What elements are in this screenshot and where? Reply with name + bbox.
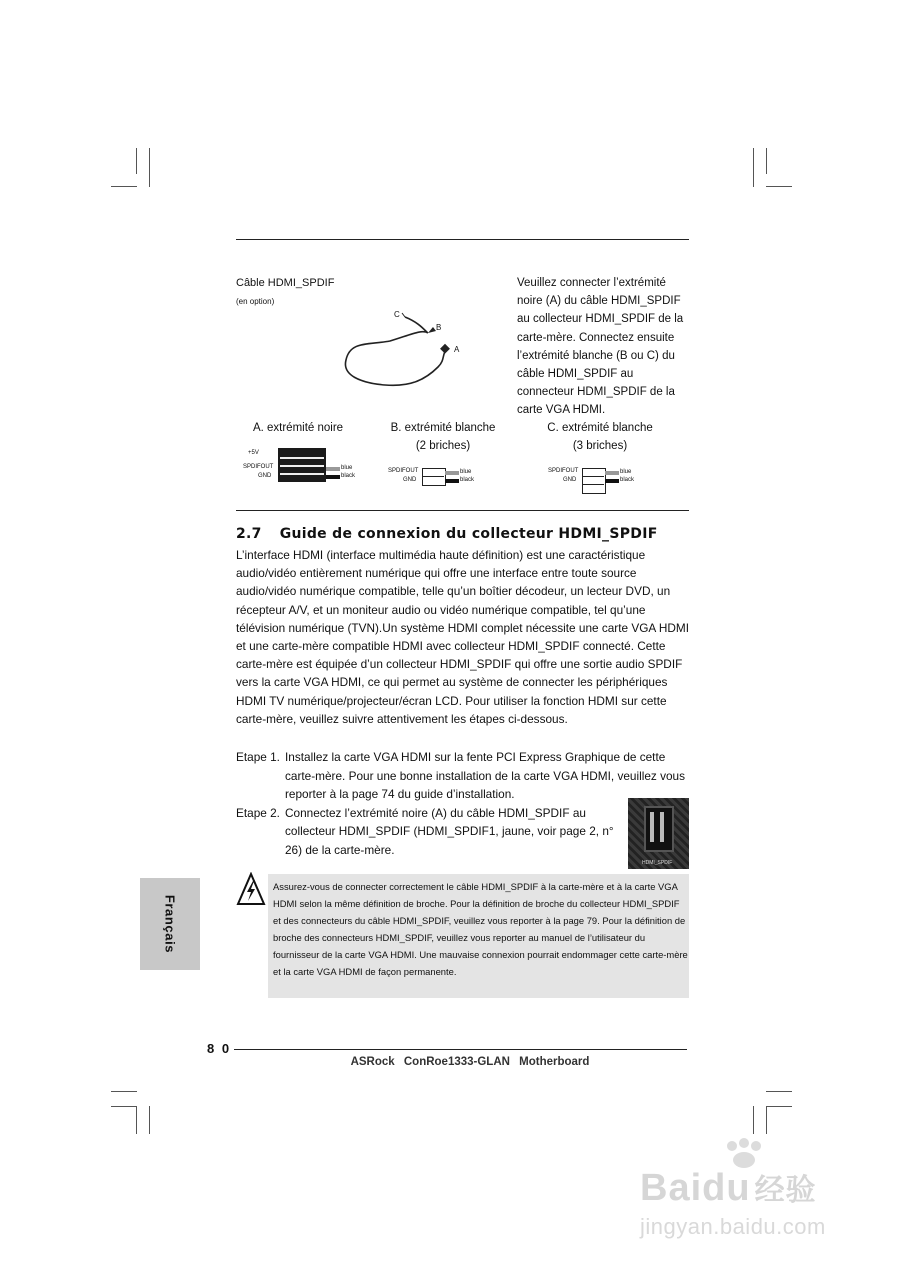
footer bbox=[300, 1056, 640, 1068]
footer-rule bbox=[234, 1049, 687, 1050]
footer-type: Motherboard bbox=[519, 1056, 590, 1068]
crop-mark bbox=[766, 1106, 792, 1107]
crop-mark bbox=[136, 1106, 137, 1134]
step-2-label: Etape 2. bbox=[236, 805, 280, 820]
crop-mark bbox=[753, 148, 754, 187]
language-tab-label: Français bbox=[162, 894, 178, 954]
crop-mark bbox=[111, 1106, 137, 1107]
step-1-label: Etape 1. bbox=[236, 750, 280, 764]
crop-mark bbox=[149, 148, 150, 187]
crop-mark bbox=[111, 1091, 137, 1092]
crop-mark bbox=[766, 148, 767, 174]
footer-brand: ASRock bbox=[350, 1056, 395, 1068]
pin-diagram-a: +5V SPDIFOUT GND blue black bbox=[240, 448, 370, 488]
step-1 bbox=[236, 748, 686, 804]
section-heading bbox=[236, 526, 658, 542]
section-paragraph bbox=[236, 546, 692, 728]
step-2-text: Connectez l’extrémité noire (A) du câble HDMI_SPDIF au collecteur HDMI_SPDIF (HDMI_SPDIF1, jaune, voir page 2, n° 26) de la carte-mère. bbox=[285, 805, 614, 857]
watermark-logo-cn: 经验 bbox=[754, 1174, 817, 1207]
point-a-label: A bbox=[454, 345, 460, 354]
end-b-label: B. extrémité blanche bbox=[390, 422, 496, 434]
point-c-label: C bbox=[394, 310, 400, 319]
pin-diagram-c: SPDIFOUT GND blue black bbox=[548, 466, 648, 496]
point-b-label: B bbox=[436, 323, 442, 332]
crop-mark bbox=[766, 1091, 792, 1092]
crop-mark bbox=[111, 186, 137, 187]
crop-mark bbox=[753, 1106, 754, 1134]
watermark-url: jingyan.baidu.com bbox=[640, 1214, 826, 1239]
section-title: Guide de connexion du collecteur HDMI_SPDIF bbox=[279, 526, 658, 542]
warning-icon bbox=[236, 872, 266, 908]
end-c-label: C. extrémité blanche bbox=[547, 422, 653, 434]
end-b-sublabel: (2 briches) bbox=[415, 440, 471, 452]
cable-title: Câble HDMI_SPDIF bbox=[236, 277, 335, 289]
steps-list bbox=[236, 748, 686, 859]
connection-instructions: Veuillez connecter l’extrémité noire (A) du câble HDMI_SPDIF au collecteur HDMI_SPDIF de la carte-mère. Connectez ensuite l’extrémité blanche (B ou C) du câble HDMI_SPDIF au connecteur HDMI_SPDIF de la carte VGA HDMI. bbox=[517, 277, 684, 417]
step-2 bbox=[236, 804, 626, 860]
section-number: 2.7 bbox=[236, 526, 262, 542]
top-rule bbox=[236, 239, 689, 240]
pin-diagram-b: SPDIFOUT GND blue black bbox=[388, 466, 488, 488]
cable-subtitle: (en option) bbox=[236, 297, 275, 306]
crop-mark bbox=[149, 1106, 150, 1134]
photo-caption: HDMI_SPDIF bbox=[642, 860, 673, 866]
crop-mark bbox=[766, 1106, 767, 1134]
end-a-label: A. extrémité noire bbox=[252, 422, 344, 434]
step-1-text: Installez la carte VGA HDMI sur la fente PCI Express Graphique de cette carte-mère. Pour une bonne installation de la carte VGA HDMI, veuillez vous reporter à la page 74 du guide d’installation. bbox=[285, 750, 685, 801]
footer-model: ConRoe1333-GLAN bbox=[403, 1056, 510, 1068]
crop-mark bbox=[136, 148, 137, 174]
watermark-logo-text: Baidu bbox=[640, 1167, 751, 1209]
warning-text: Assurez-vous de connecter correctement le câble HDMI_SPDIF à la carte-mère et à la carte VGA HDMI selon la même définition de broche. Pour la définition de broche du collecteur HDMI_SPDIF et des connecteurs du câble HDMI_SPDIF, veuillez vous reporter à la page 79. Pour la définition de broche des connecteurs HDMI_SPDIF, veuillez vous reporter au manuel de l’utilisateur du fournisseur de la carte VGA HDMI. Une mauvaise connexion pourrait endommager cette carte-mère et la carte VGA HDMI de façon permanente. bbox=[273, 881, 688, 978]
crop-mark bbox=[766, 186, 792, 187]
watermark-logo bbox=[640, 1165, 817, 1210]
end-c-sublabel: (3 briches) bbox=[572, 440, 628, 452]
language-tab bbox=[140, 878, 200, 970]
page-number: 8 0 bbox=[207, 1041, 232, 1056]
section-rule bbox=[236, 510, 689, 511]
header-photo bbox=[628, 798, 689, 869]
watermark-paw-icon bbox=[724, 1138, 764, 1168]
paragraph-text: L’interface HDMI (interface multimédia haute définition) est une caractéristique audio/vidéo entièrement numérique qui offre une interface entre toute source audio/vidéo numérique compatible, telle qu’un boîtier décodeur, un lecteur DVD, un récepteur A/V, et un moniteur audio ou vidéo numérique compatible, tel qu’une télévision numérique (TVN).Un système HDMI complet nécessite une carte VGA HDMI et une carte-mère compatible HDMI avec collecteur HDMI_SPDIF connecté. Cette carte-mère est équipée d’un collecteur HDMI_SPDIF qui offre une sortie audio SPDIF vers la carte VGA HDMI, ce qui permet au système de connecter les périphériques HDMI TV numérique/projecteur/écran LCD. Pour utiliser la fonction HDMI sur cette carte-mère, veuillez suivre attentivement les étapes ci-dessous. bbox=[236, 548, 690, 726]
